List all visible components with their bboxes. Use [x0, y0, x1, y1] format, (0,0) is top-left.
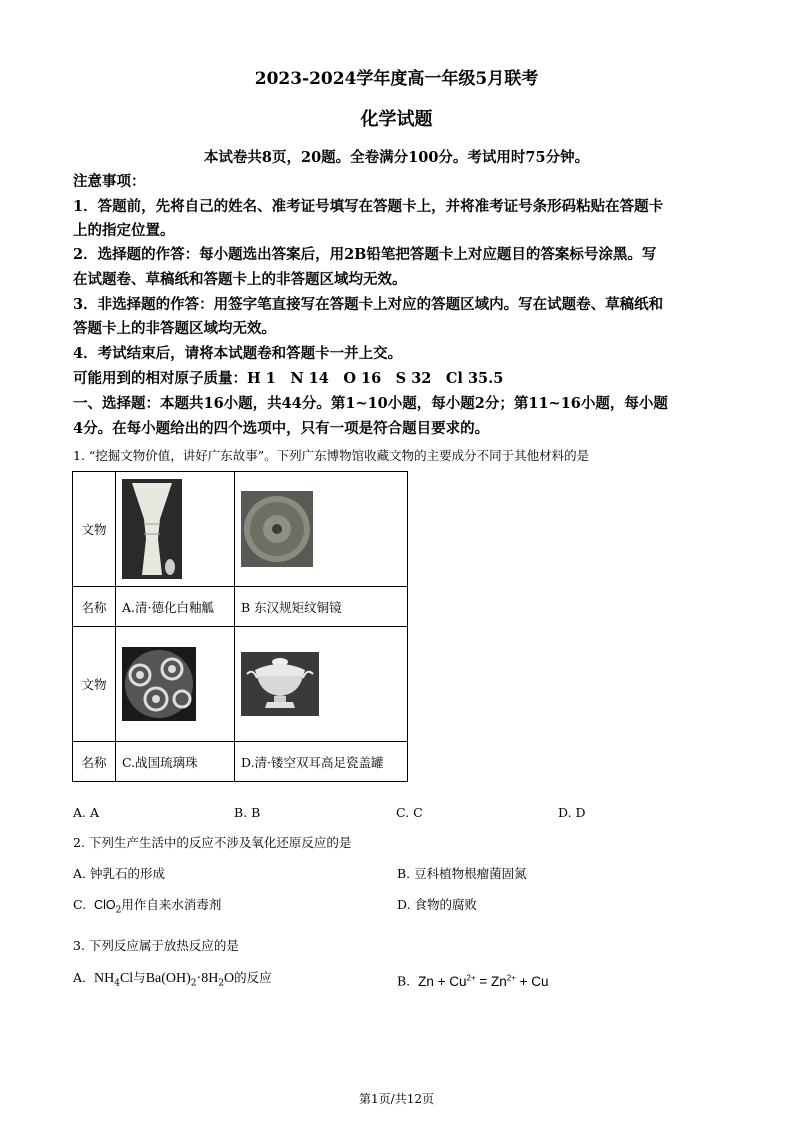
q3-a-formula-4-sub: 2: [218, 978, 225, 989]
q2-c-formula: ClO: [94, 898, 116, 912]
note-1: 1．答题前，先将自己的姓名、准考证号填写在答题卡上，并将准考证号条形码粘贴在答题卡: [73, 198, 664, 215]
exam-info: 本试卷共8页，20题。全卷满分100分。考试用时75分钟。: [203, 149, 590, 166]
q1-option-b[interactable]: B. B: [234, 805, 261, 820]
note-2-cont: 在试题卷、草稿纸和答题卡上的非答题区域均无效。: [73, 271, 407, 288]
q2-c-text: 用作自来水消毒剂: [121, 897, 222, 912]
q3-a-formula-3: Ba(OH): [145, 971, 191, 986]
q3-a-formula-4: ·8H: [196, 971, 219, 986]
relic-image-d: [235, 627, 408, 742]
q3-a-formula-1: NH: [93, 971, 115, 986]
q3-a-text: 的反应: [234, 970, 272, 985]
porcelain-vase-image: [122, 479, 182, 579]
q2-option-d[interactable]: D. 食物的腐败: [397, 897, 478, 912]
note-4: 4．考试结束后，请将本试题卷和答题卡一并上交。: [73, 345, 403, 362]
relic-name-c: C.战国琉璃珠: [116, 742, 235, 782]
q1-option-a[interactable]: A. A: [73, 805, 100, 820]
note-3: 3．非选择题的作答：用签字笔直接写在答题卡上对应的答题区域内。写在试题卷、草稿纸和: [73, 296, 664, 313]
q3-option-b[interactable]: [397, 968, 549, 992]
q1-stem: 1. “挖掘文物价值，讲好广东故事”。下列广东博物馆收藏文物的主要成分不同于其他材料的是: [73, 448, 590, 463]
page-footer: 第1页/共12页: [359, 1092, 434, 1106]
q2-option-c[interactable]: [73, 895, 221, 921]
relic-image-a: [116, 472, 235, 587]
q2-option-a[interactable]: A. 钟乳石的形成: [73, 866, 165, 881]
relic-name-d: D.清·镂空双耳高足瓷盖罐: [235, 742, 408, 782]
q3-a-formula-1-sub: 4: [114, 978, 120, 989]
relic-image-c: [116, 627, 235, 742]
exam-title: 2023-2024学年度高一年级5月联考: [254, 69, 539, 89]
q2-c-prefix: C.: [73, 897, 87, 912]
q2-c-formula-sub: 2: [115, 905, 122, 916]
q1-option-c[interactable]: C. C: [396, 805, 423, 820]
q3-a-mid: 与: [133, 970, 146, 985]
note-2: 2．选择题的作答：每小题选出答案后，用2B铅笔把答题卡上对应题目的答案标号涂黑。写: [73, 246, 657, 263]
relic-label-cell: 文物: [73, 472, 116, 587]
q3-stem: 3. 下列反应属于放热反应的是: [73, 938, 239, 953]
note-3-cont: 答题卡上的非答题区域均无效。: [73, 320, 276, 337]
atomic-masses: 可能用到的相对原子质量：H 1 N 14 O 16 S 32 Cl 35.5: [73, 370, 504, 387]
q3-b-prefix: B.: [397, 973, 411, 989]
q2-stem: 2. 下列生产生活中的反应不涉及氧化还原反应的是: [73, 835, 352, 850]
q3-b-sup-2: 2+: [506, 973, 516, 982]
q3-option-a[interactable]: [73, 968, 272, 994]
note-1-cont: 上的指定位置。: [73, 222, 175, 239]
relics-table: [72, 471, 408, 782]
relic-name-b: B 东汉规矩纹铜镜: [235, 587, 408, 627]
bronze-mirror-image: [241, 491, 313, 567]
q3-b-sup-1: 2+: [466, 973, 476, 982]
porcelain-jar-image: [241, 652, 319, 716]
q3-b-eq-3: + Cu: [515, 973, 549, 989]
name-label-cell: 名称: [73, 587, 116, 627]
q3-a-formula-2: Cl: [119, 971, 134, 986]
q1-option-d[interactable]: D. D: [558, 805, 586, 820]
glass-bead-image: [122, 647, 196, 721]
q3-a-formula-3-sub: 2: [190, 978, 197, 989]
relic-name-a: A.清·德化白釉觚: [116, 587, 235, 627]
q3-a-prefix: A.: [73, 970, 87, 985]
name-label-cell-2: 名称: [73, 742, 116, 782]
q2-option-b[interactable]: B. 豆科植物根瘤菌固氮: [397, 866, 527, 881]
notes-heading: 注意事项：: [73, 173, 146, 190]
q3-b-eq-1: Zn + Cu: [418, 973, 467, 989]
subject-title: 化学试题: [360, 109, 433, 130]
q3-b-eq-2: = Zn: [475, 973, 507, 989]
q3-a-formula-5: O: [224, 971, 235, 986]
relic-image-b: [235, 472, 408, 587]
relic-label-cell-2: 文物: [73, 627, 116, 742]
section1-heading-cont: 4分。在每小题给出的四个选项中，只有一项是符合题目要求的。: [73, 420, 490, 437]
section1-heading: 一、选择题：本题共16小题，共44分。第1~10小题，每小题2分；第11~16小题，每小题: [73, 395, 668, 412]
